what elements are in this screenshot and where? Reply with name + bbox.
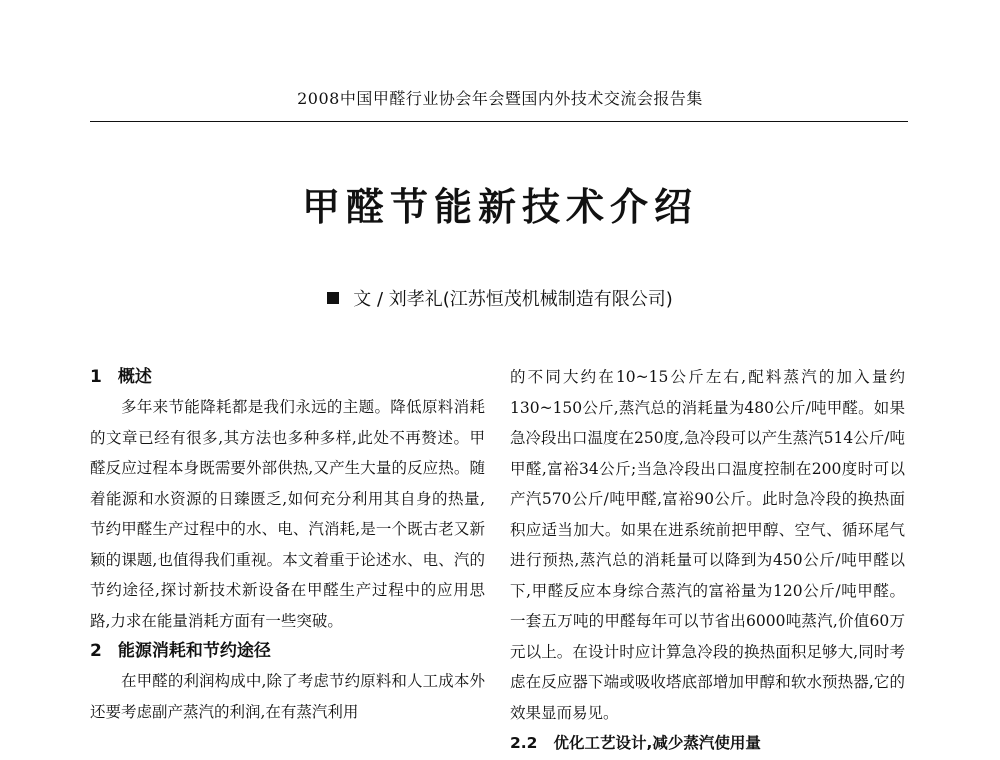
square-bullet-icon	[327, 292, 339, 304]
section-2-2-number: 2.2	[510, 734, 538, 752]
header-rule	[90, 121, 908, 122]
section-1-number: 1	[90, 367, 102, 387]
section-2-paragraph-continued: 的不同大约在10~15公斤左右,配料蒸汽的加入量约130~150公斤,蒸汽总的消耗量为480公斤/吨甲醛。如果急冷段出口温度在250度,急冷段可以产生蒸汽514公斤/吨甲醛,富裕34公斤;当急冷段出口温度控制在200度时可以产汽570公斤/吨甲醛,富裕90公斤。此时急冷段的换热面积应适当加大。如果在进系统前把甲醇、空气、循环尾气进行预热,蒸汽总的消耗量可以降到为450公斤/吨甲醛以下,甲醛反应本身综合蒸汽的富裕量为120公斤/吨甲醛。一套五万吨的甲醛每年可以节省出6000吨蒸汽,价值60万元以上。在设计时应计算急冷段的换热面积足够大,同时考虑在反应器下端或吸收塔底部增加甲醇和软水预热器,它的效果显而易见。	[510, 368, 905, 722]
section-1-paragraph: 多年来节能降耗都是我们永远的主题。降低原料消耗的文章已经有很多,其方法也多种多样,此处不再赘述。甲醛反应过程本身既需要外部供热,又产生大量的反应热。随着能源和水资源的日臻匮乏,如何充分利用其自身的热量,节约甲醛生产过程中的水、电、汽消耗,是一个既古老又新颖的课题,也值得我们重视。本文着重于论述水、电、汽的节约途径,探讨新技术新设备在甲醛生产过程中的应用思路,力求在能量消耗方面有一些突破。	[90, 398, 485, 630]
section-2-title: 能源消耗和节约途径	[117, 641, 271, 661]
left-column	[90, 362, 485, 727]
section-2-heading	[90, 636, 485, 666]
byline	[90, 285, 910, 311]
section-2-paragraph-start: 在甲醛的利润构成中,除了考虑节约原料和人工成本外还要考虑副产蒸汽的利润,在有蒸汽利用	[90, 672, 485, 721]
article-title: 甲醛节能新技术介绍	[301, 184, 698, 229]
section-1-title: 概述	[117, 367, 152, 387]
right-column	[510, 362, 905, 758]
section-2-number: 2	[90, 641, 102, 661]
section-2-2-heading	[510, 728, 905, 758]
running-header: 2008中国甲醛行业协会年会暨国内外技术交流会报告集	[297, 89, 703, 108]
section-1-heading	[90, 362, 485, 392]
section-2-2-title: 优化工艺设计,减少蒸汽使用量	[553, 734, 761, 752]
byline-text: 文 / 刘孝礼(江苏恒茂机械制造有限公司)	[353, 289, 673, 310]
